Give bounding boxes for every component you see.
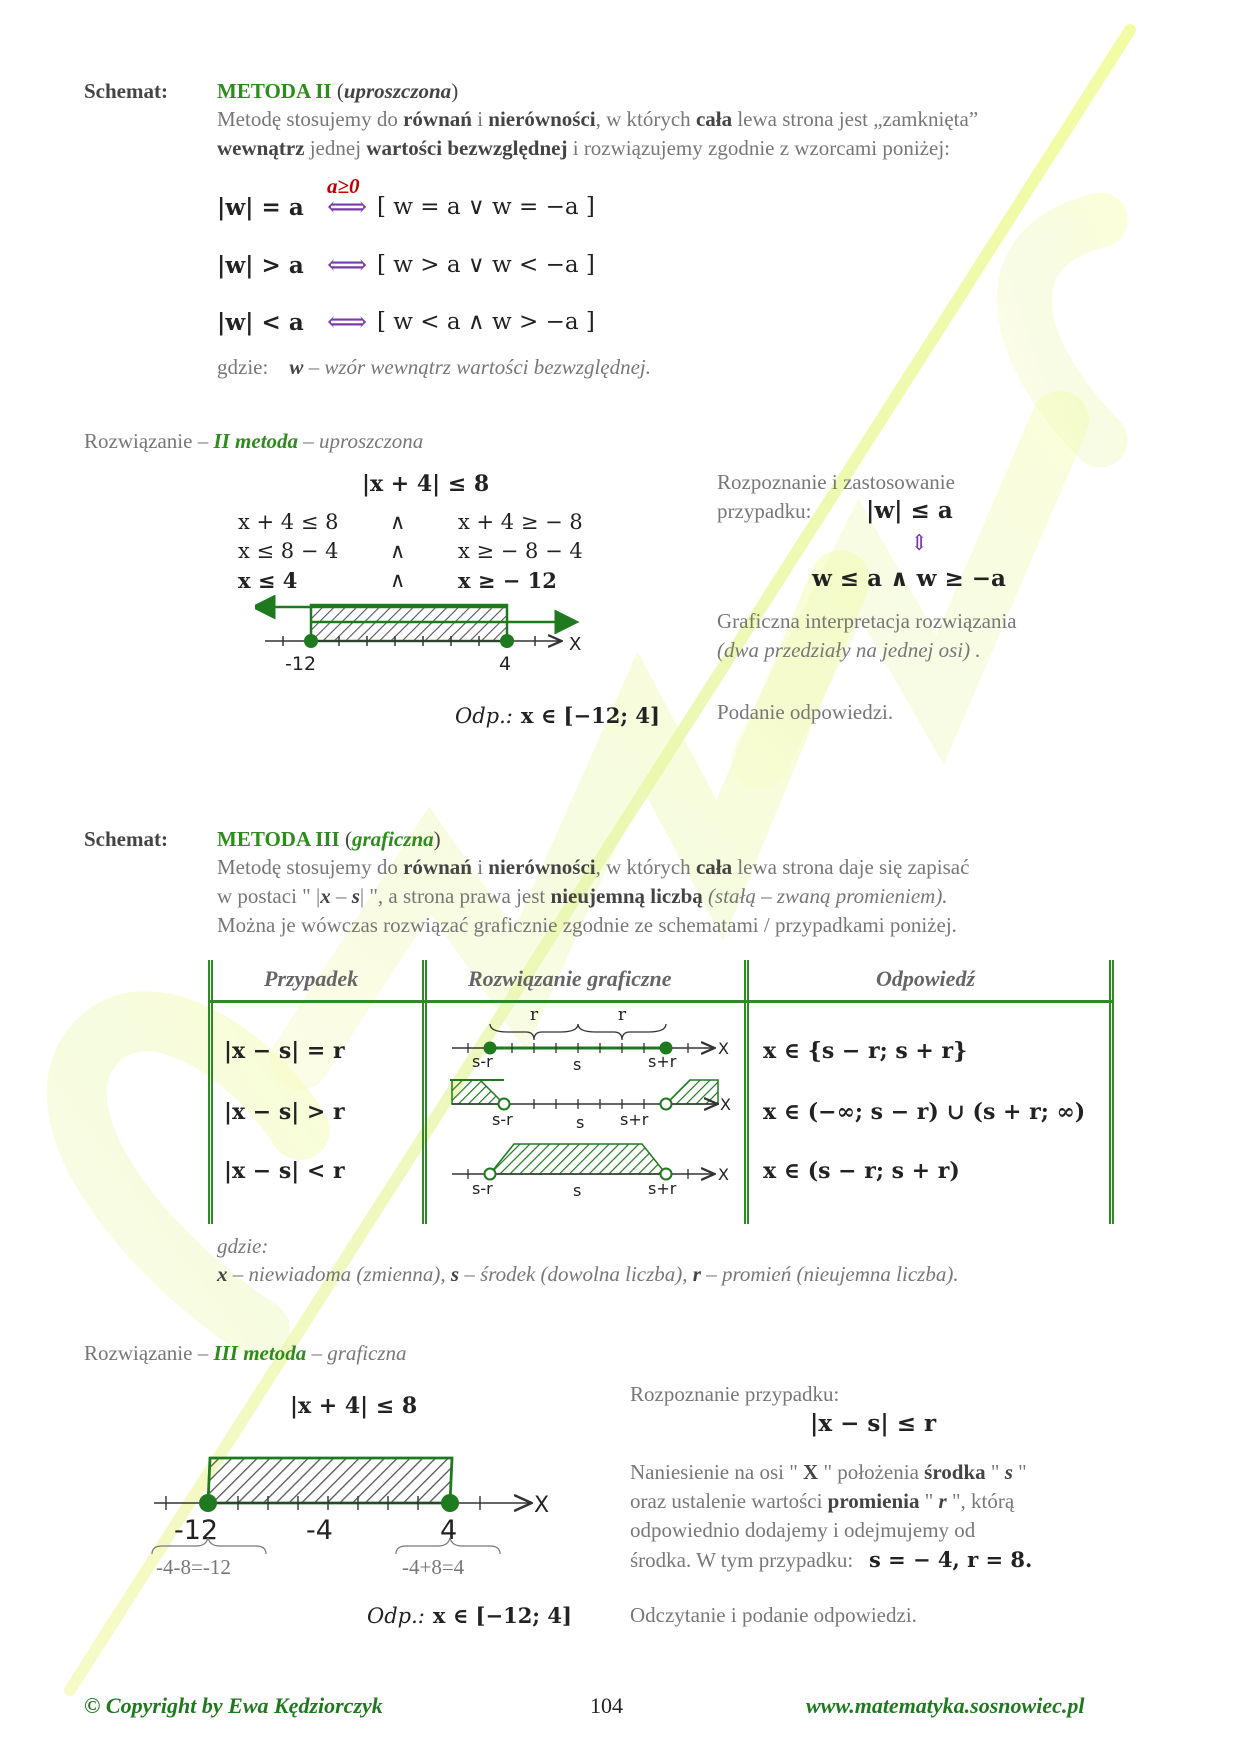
axis-label: X (718, 1039, 729, 1058)
solution-3-heading: Rozwiązanie – III metoda – graficzna (84, 1341, 407, 1365)
where-note: gdzie: w – wzór wewnątrz wartości bezwzględnej. (217, 355, 652, 379)
point-label: s+r (620, 1110, 649, 1129)
tick-label-left: -12 (174, 1515, 219, 1546)
method-description: Metodę stosujemy do równań i nierówności, w których cała lewa strona jest „zamknięta” wewnątrz jednej wartości bezwzględnej i rozwiązujemy zgodnie z wzorcami poniżej: (217, 107, 979, 160)
table-header: Przypadek (264, 966, 359, 991)
method-title: METODA II (uproszczona) (217, 79, 459, 103)
center-label: s (573, 1055, 582, 1074)
solution-2-answer: Odp.: x ∈ [−12; 4] (455, 703, 660, 728)
equivalence-arrow: ⟺ (327, 307, 368, 338)
solution-3-inequality: |x + 4| ≤ 8 (290, 1393, 418, 1419)
table-header: Rozwiązanie graficzne (468, 966, 672, 991)
tick-label-right: 4 (440, 1515, 458, 1546)
table-answer: x ∈ {s − r; s + r} (763, 1038, 968, 1064)
graphic-equality (448, 1004, 738, 1074)
page-number: 104 (590, 1693, 623, 1718)
note-graphic: Graficzna interpretacja rozwiązania (dwa przedziały na jednej osi) . (717, 609, 1017, 662)
table-header: Odpowiedź (876, 966, 975, 991)
calc-right: -4+8=4 (402, 1555, 465, 1579)
table-case: |x − s| = r (224, 1038, 345, 1064)
note-recognition: Rozpoznanie i zastosowanie przypadku: (717, 470, 955, 523)
step-row-2-op: ∧ (390, 539, 406, 563)
table-case: |x − s| < r (224, 1158, 345, 1184)
number-line-method-2 (255, 595, 595, 675)
axis-label: X (569, 634, 582, 655)
tick-label-right: 4 (499, 653, 512, 675)
footer-copyright: © Copyright by Ewa Kędziorczyk (84, 1693, 383, 1718)
method-description: Metodę stosujemy do równań i nierówności, w których cała lewa strona daje się zapisać w postaci " |x – s| ", a strona prawa jest nieujemną liczbą (stałą – zwaną promieniem). Można je wówczas rozwiązać graficznie zgodnie ze schematami / przypadkami poniżej. (217, 855, 970, 937)
axis-label: X (718, 1165, 729, 1184)
step-row-1-left: x + 4 ≤ 8 (238, 510, 339, 534)
note-recognition-formula: |w| ≤ a (866, 497, 953, 524)
radius-label: r (530, 1005, 539, 1025)
note-read-answer: Odczytanie i podanie odpowiedzi. (630, 1603, 917, 1627)
formula-3-left: |w| < a (217, 309, 304, 336)
formula-3-right: [ w < a ∧ w > −a ] (377, 309, 595, 335)
step-row-3-op: ∧ (390, 568, 406, 592)
step-row-3-right: x ≥ − 12 (458, 568, 557, 593)
solution-3-answer: Odp.: x ∈ [−12; 4] (367, 1603, 572, 1628)
point-label: s-r (472, 1179, 493, 1196)
equivalence-vertical-icon: ⇕ (910, 530, 929, 555)
table-case: |x − s| > r (224, 1099, 345, 1125)
tick-label-left: -12 (285, 653, 317, 675)
footer-url[interactable]: www.matematyka.sosnowiec.pl (806, 1693, 1085, 1718)
step-row-2-right: x ≥ − 8 − 4 (458, 539, 583, 563)
note-placement: Naniesienie na osi " X " położenia środka " s " oraz ustalenie wartości promienia " r ", którą odpowiednio dodajemy i odejmujemy od środka. W tym przypadku: s = − 4, r = 8. (630, 1460, 1033, 1572)
point-label: s+r (648, 1179, 677, 1196)
calc-left: -4-8=-12 (156, 1555, 231, 1579)
solution-2-inequality: |x + 4| ≤ 8 (362, 471, 490, 497)
equivalence-arrow: ⟺ (327, 250, 368, 281)
point-label: s+r (648, 1052, 677, 1071)
legend-text: x – niewiadoma (zmienna), s – środek (dowolna liczba), r – promień (nieujemna liczba). (217, 1262, 959, 1286)
center-label: s (573, 1181, 582, 1196)
schemat-label: Schemat: (84, 827, 168, 851)
table-header-divider (208, 1000, 1114, 1003)
step-row-2-left: x ≤ 8 − 4 (238, 539, 339, 563)
note-case: Rozpoznanie przypadku: (630, 1382, 840, 1406)
note-case-formula: |x − s| ≤ r (810, 1410, 937, 1437)
axis-label: X (534, 1493, 550, 1518)
step-row-3-left: x ≤ 4 (238, 568, 298, 593)
axis-label: X (720, 1095, 731, 1114)
formula-1-left: |w| = a (217, 194, 304, 221)
center-label: s (576, 1113, 585, 1132)
point-label: s-r (472, 1052, 493, 1071)
legend-label: gdzie: (217, 1234, 269, 1258)
condition-a: a≥0 (327, 174, 360, 198)
table-answer: x ∈ (s − r; s + r) (763, 1158, 960, 1184)
note-answer: Podanie odpowiedzi. (717, 700, 894, 724)
method-title: METODA III (graficzna) (217, 827, 441, 851)
radius-label: r (618, 1005, 627, 1025)
formula-1-right: [ w = a ∨ w = −a ] (377, 194, 595, 220)
schemat-label: Schemat: (84, 79, 168, 103)
solution-2-heading: Rozwiązanie – II metoda – uproszczona (84, 429, 424, 453)
point-label: s-r (492, 1110, 513, 1129)
equivalence-arrow: ⟺ (327, 192, 368, 223)
number-line-method-3 (150, 1450, 570, 1600)
table-answer: x ∈ (−∞; s − r) ∪ (s + r; ∞) (763, 1099, 1086, 1125)
note-recognition-result: w ≤ a ∧ w ≥ −a (812, 565, 1006, 592)
formula-2-right: [ w > a ∨ w < −a ] (377, 252, 595, 278)
cases-table (208, 960, 1114, 1224)
tick-label-center: -4 (306, 1515, 333, 1546)
graphic-greater (448, 1074, 738, 1132)
graphic-less (448, 1136, 738, 1196)
formula-2-left: |w| > a (217, 252, 304, 279)
step-row-1-op: ∧ (390, 510, 406, 534)
step-row-1-right: x + 4 ≥ − 8 (458, 510, 583, 534)
